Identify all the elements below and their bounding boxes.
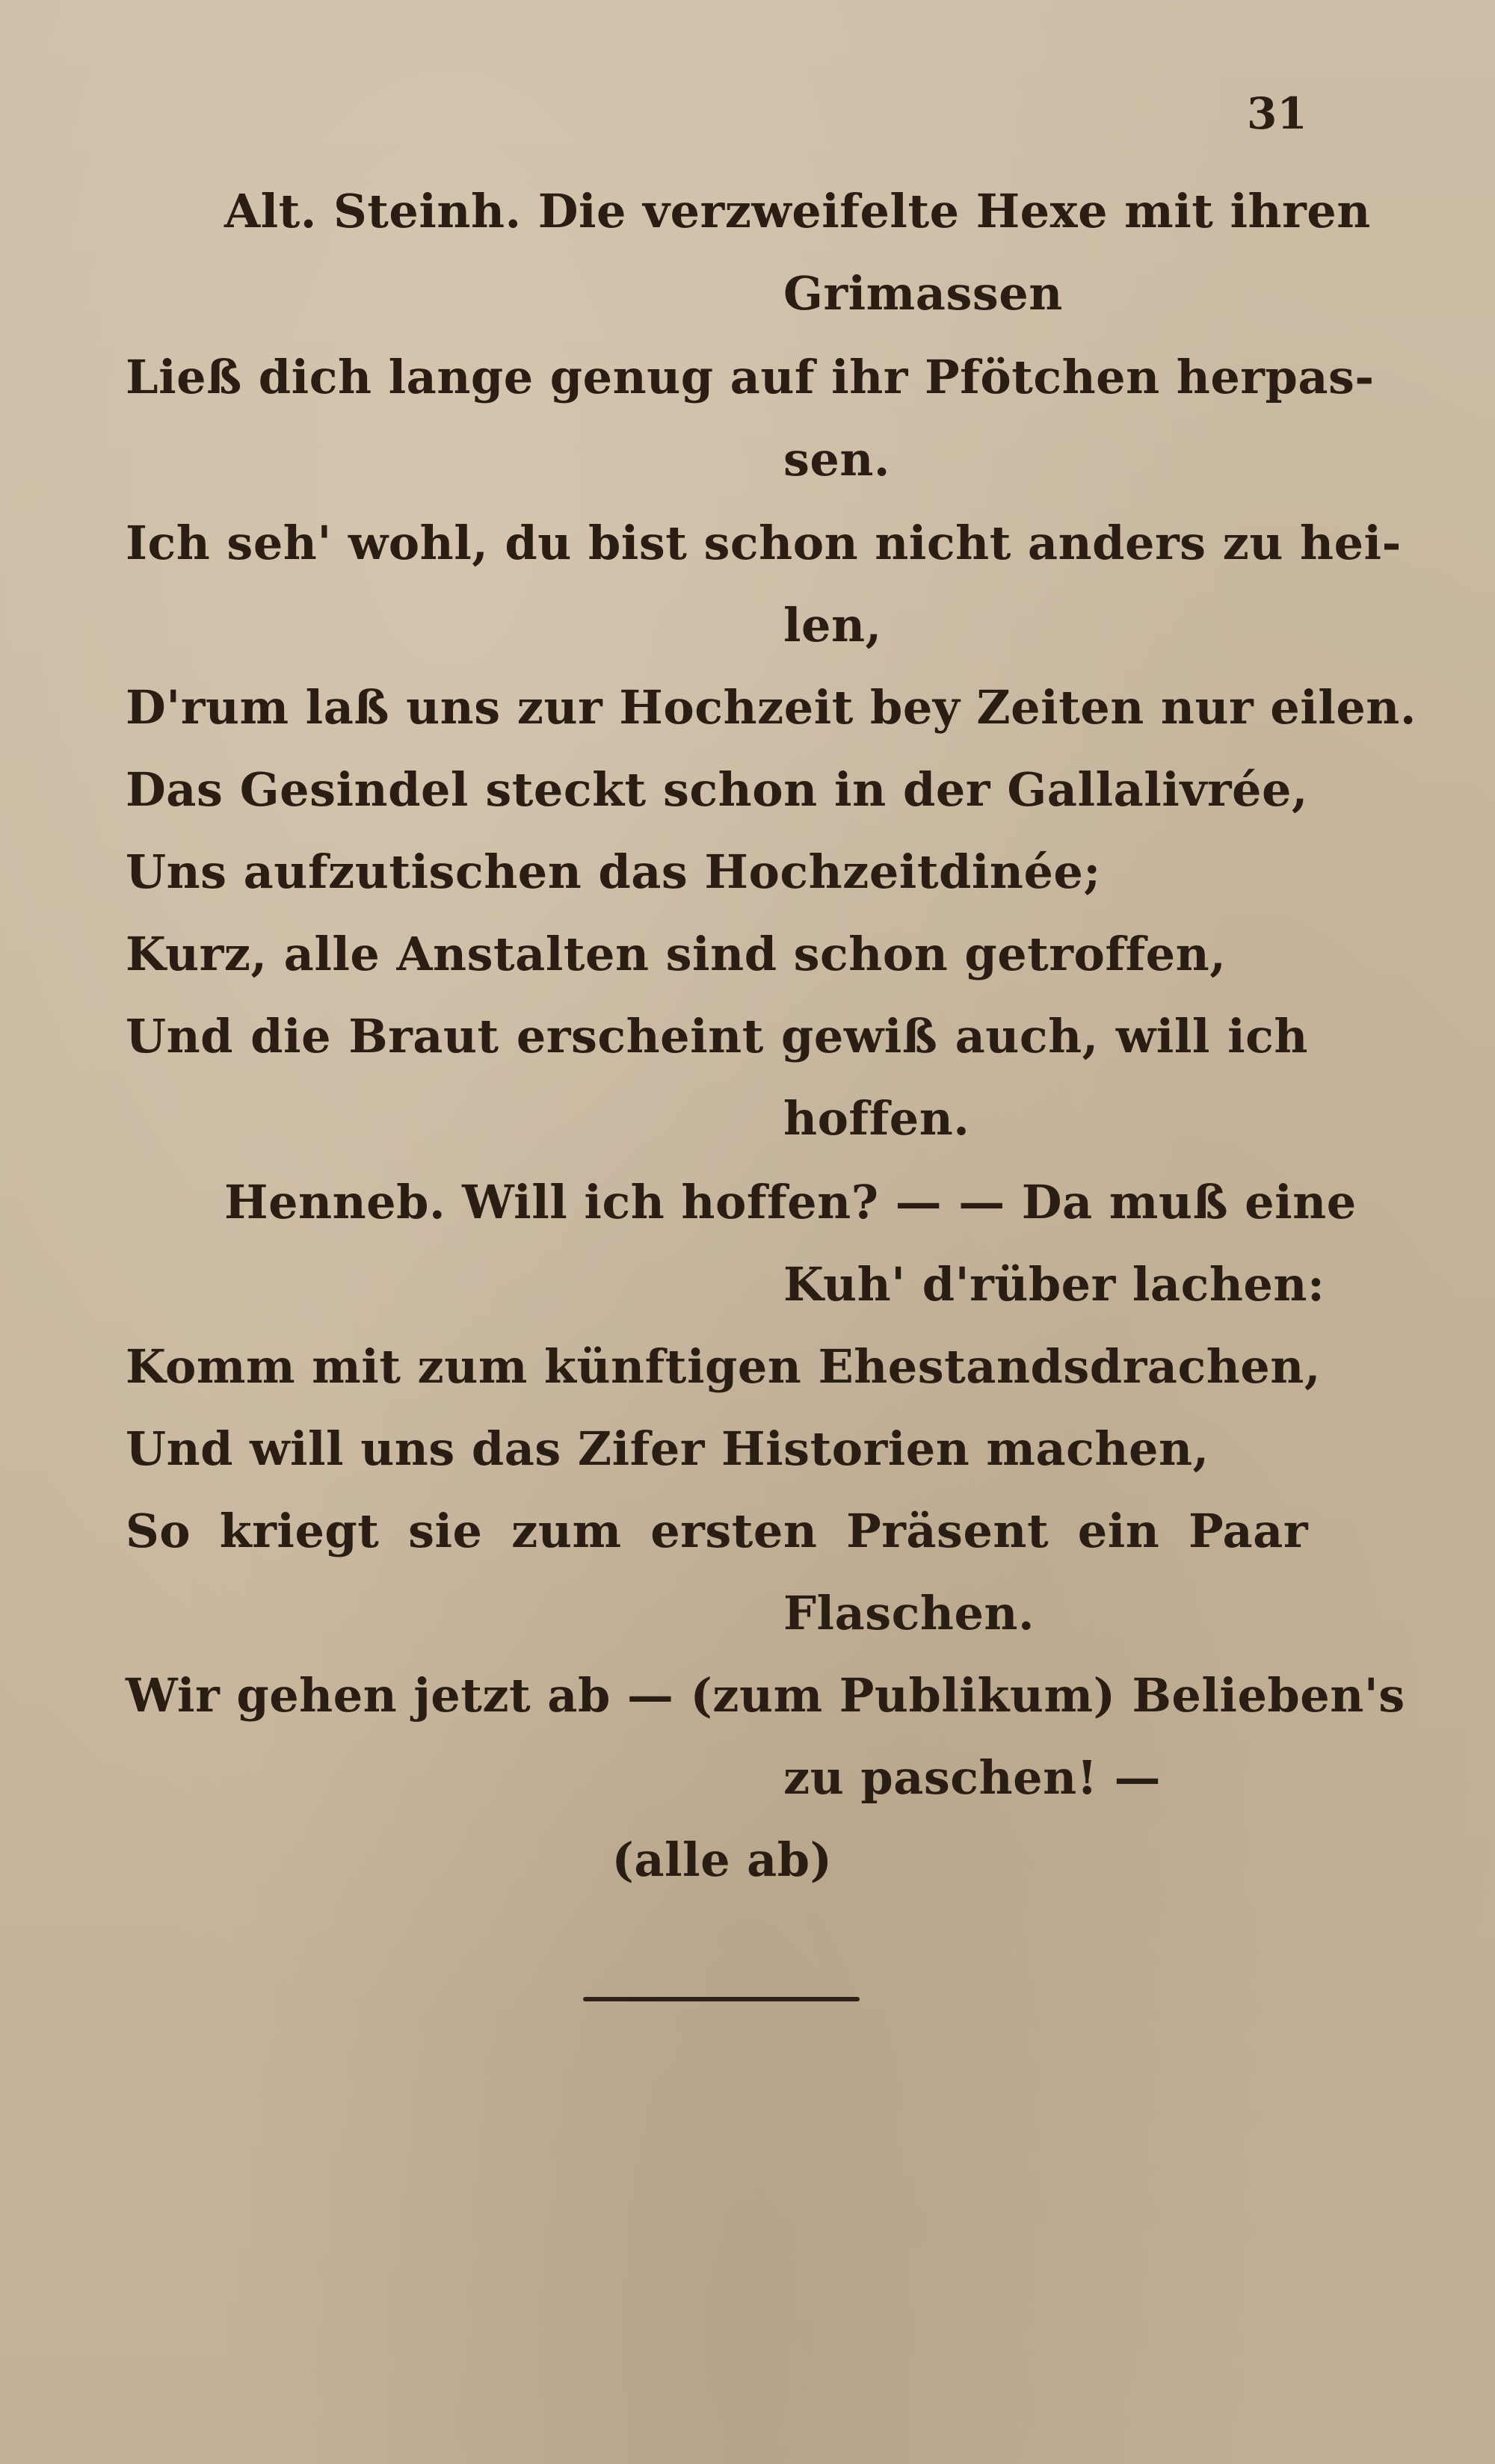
verse-line: Uns aufzutischen das Hochzeitdinée; bbox=[126, 845, 1101, 899]
verse-line: len, bbox=[783, 598, 882, 652]
verse-line: Und will uns das Zifer Historien machen, bbox=[126, 1421, 1209, 1476]
verse-line: Ließ dich lange genug auf ihr Pfötchen herpas- bbox=[126, 350, 1375, 404]
verse-line: Wir gehen jetzt ab — (zum Publikum) Belieben's bbox=[126, 1668, 1405, 1723]
verse-line: Kuh' d'rüber lachen: bbox=[783, 1257, 1325, 1312]
verse-line: Und die Braut erscheint gewiß auch, will ich bbox=[126, 1009, 1308, 1063]
verse-line: D'rum laß uns zur Hochzeit bey Zeiten nur eilen. bbox=[126, 680, 1417, 735]
verse-line: So kriegt sie zum ersten Präsent ein Paar bbox=[126, 1504, 1308, 1558]
verse-line: Henneb. Will ich hoffen? — — Da muß eine bbox=[224, 1175, 1357, 1229]
verse-line: zu paschen! — bbox=[783, 1750, 1161, 1805]
verse-line: sen. bbox=[783, 432, 891, 487]
verse-line: Flaschen. bbox=[783, 1586, 1035, 1640]
verse-line: Das Gesindel steckt schon in der Gallalivrée, bbox=[126, 762, 1308, 817]
verse-line: Kurz, alle Anstalten sind schon getroffen, bbox=[126, 927, 1227, 981]
page-number: 31 bbox=[1247, 88, 1307, 139]
verse-line: Komm mit zum künftigen Ehestandsdrachen, bbox=[126, 1339, 1321, 1394]
verse-line: Alt. Steinh. Die verzweifelte Hexe mit ihren bbox=[224, 184, 1371, 238]
verse-line: Ich seh' wohl, du bist schon nicht anders zu hei- bbox=[126, 516, 1402, 570]
verse-line: hoffen. bbox=[783, 1091, 970, 1146]
end-rule bbox=[583, 1997, 860, 2001]
stage-direction: (alle ab) bbox=[611, 1832, 833, 1887]
verse-line: Grimassen bbox=[783, 266, 1063, 321]
